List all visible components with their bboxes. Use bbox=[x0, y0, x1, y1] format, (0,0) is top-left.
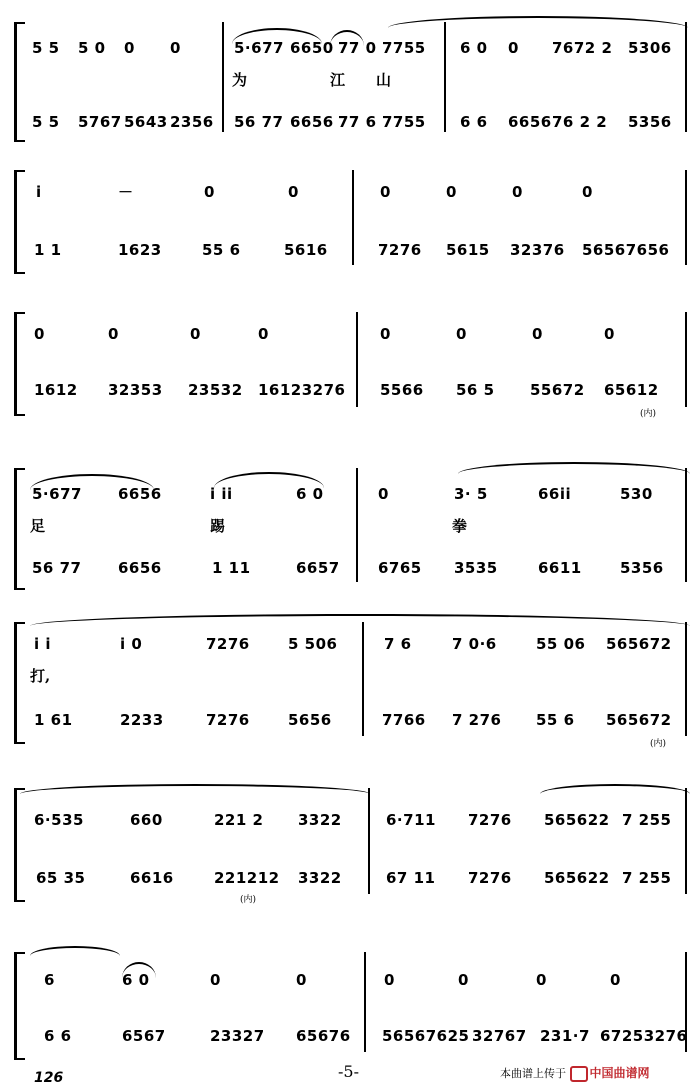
melody-note: 6 0 bbox=[122, 971, 150, 989]
melody-note: 0 bbox=[536, 971, 547, 989]
melody-note: 0 bbox=[604, 325, 615, 343]
page-number: -5- bbox=[338, 1062, 359, 1081]
melody-note: 0 bbox=[170, 39, 181, 57]
lyric: 足 bbox=[30, 517, 46, 535]
melody-note: 7672 2 bbox=[552, 39, 613, 57]
accomp-note: 6656 bbox=[508, 113, 552, 131]
accomp-note: 77 6 bbox=[338, 113, 377, 131]
melody-note: 0 bbox=[258, 325, 269, 343]
accomp-note: 55 6 bbox=[202, 241, 241, 259]
melody-note: 5 5 bbox=[32, 39, 60, 57]
accomp-note: 7 255 bbox=[622, 869, 672, 887]
melody-note: 6 bbox=[44, 971, 55, 989]
melody-note: 0 bbox=[384, 971, 395, 989]
accomp-note: 76 2 2 bbox=[552, 113, 608, 131]
melody-note: 5 0 bbox=[78, 39, 106, 57]
accomp-note: 7766 bbox=[382, 711, 426, 729]
accomp-note: 65 35 bbox=[36, 869, 86, 887]
melody-row bbox=[0, 182, 700, 206]
accompaniment-row bbox=[0, 240, 700, 264]
melody-note: 5306 bbox=[628, 39, 672, 57]
upload-text: 本曲谱上传于 bbox=[500, 1067, 566, 1080]
melody-row bbox=[0, 38, 700, 62]
slur bbox=[388, 16, 688, 28]
accomp-note: 56 5 bbox=[456, 381, 495, 399]
accomp-note: 67 11 bbox=[386, 869, 436, 887]
accomp-note: 7 276 bbox=[452, 711, 502, 729]
slur bbox=[30, 614, 690, 626]
melody-row bbox=[0, 484, 700, 508]
accomp-note: 6 6 bbox=[44, 1027, 72, 1045]
lyric: 拳 bbox=[452, 517, 468, 535]
melody-note: 0 bbox=[380, 183, 391, 201]
melody-note: 0 bbox=[456, 325, 467, 343]
accomp-note: 65612 bbox=[604, 381, 659, 399]
accomp-note: 565672 bbox=[606, 711, 672, 729]
lyric: 为 bbox=[232, 71, 248, 89]
melody-note: 3322 bbox=[298, 811, 342, 829]
accomp-note: 32353 bbox=[108, 381, 163, 399]
accompaniment-row bbox=[0, 1026, 700, 1050]
accomp-note: 5356 bbox=[628, 113, 672, 131]
melody-note: 565672 bbox=[606, 635, 672, 653]
performance-mark: (内) bbox=[240, 895, 257, 905]
accomp-note: 5356 bbox=[620, 559, 664, 577]
score-system-7 bbox=[0, 932, 700, 1062]
lyric-row bbox=[0, 70, 700, 94]
lyric: 踢 bbox=[210, 517, 226, 535]
accompaniment-row bbox=[0, 710, 700, 734]
melody-note: 0 bbox=[296, 971, 307, 989]
slur bbox=[540, 784, 690, 794]
accomp-note: 231·7 bbox=[540, 1027, 590, 1045]
score-system-1 bbox=[0, 8, 700, 138]
melody-note: 7276 bbox=[206, 635, 250, 653]
performance-mark: (内) bbox=[650, 739, 667, 749]
accomp-note: 3322 bbox=[298, 869, 342, 887]
accomp-note: 7755 bbox=[382, 113, 426, 131]
accomp-note: 56 77 bbox=[234, 113, 284, 131]
accomp-note: 2356 bbox=[170, 113, 214, 131]
accompaniment-row bbox=[0, 868, 700, 892]
melody-note: 0 bbox=[610, 971, 621, 989]
performance-mark: (内) bbox=[640, 409, 657, 419]
accomp-note: 5656 bbox=[288, 711, 332, 729]
melody-note: 6 0 bbox=[460, 39, 488, 57]
melody-note: 660 bbox=[130, 811, 163, 829]
melody-note: 5·677 bbox=[32, 485, 82, 503]
melody-note: 5·677 bbox=[234, 39, 284, 57]
melody-row bbox=[0, 810, 700, 834]
accomp-note: 565622 bbox=[544, 869, 610, 887]
melody-note: 0 bbox=[512, 183, 523, 201]
melody-note: 7276 bbox=[468, 811, 512, 829]
accomp-note: 5566 bbox=[380, 381, 424, 399]
accompaniment-row bbox=[0, 112, 700, 136]
accomp-note: 67253276 bbox=[600, 1027, 688, 1045]
melody-note: 6650 bbox=[290, 39, 334, 57]
melody-note: 565622 bbox=[544, 811, 610, 829]
melody-note: 221 2 bbox=[214, 811, 264, 829]
melody-note: i i bbox=[34, 635, 52, 653]
slur bbox=[30, 946, 120, 956]
melody-note: 7755 bbox=[382, 39, 426, 57]
accomp-note: 7276 bbox=[468, 869, 512, 887]
accomp-note: 6656 bbox=[290, 113, 334, 131]
accomp-note: 56567656 bbox=[582, 241, 670, 259]
slur bbox=[458, 462, 690, 474]
melody-note: 0 bbox=[190, 325, 201, 343]
book-page-number: 126 bbox=[34, 1070, 64, 1086]
melody-note: i ii bbox=[210, 485, 233, 503]
lyric: 山 bbox=[376, 71, 392, 89]
score-system-5 bbox=[0, 600, 700, 750]
accomp-note: 2233 bbox=[120, 711, 164, 729]
melody-note: 0 bbox=[458, 971, 469, 989]
melody-note: 0 bbox=[378, 485, 389, 503]
melody-note: 530 bbox=[620, 485, 653, 503]
accomp-note: 6 6 bbox=[460, 113, 488, 131]
site-name[interactable]: 中国曲谱网 bbox=[589, 1066, 650, 1080]
accomp-note: 221212 bbox=[214, 869, 280, 887]
melody-note: 0 bbox=[288, 183, 299, 201]
melody-note: 7 0·6 bbox=[452, 635, 497, 653]
melody-note: 0 bbox=[508, 39, 519, 57]
accomp-note: 55672 bbox=[530, 381, 585, 399]
accomp-note: 6616 bbox=[130, 869, 174, 887]
accomp-note: 5643 bbox=[124, 113, 168, 131]
accompaniment-row bbox=[0, 558, 700, 582]
accomp-note: 55 6 bbox=[536, 711, 575, 729]
score-system-2 bbox=[0, 160, 700, 270]
accomp-note: 1623 bbox=[118, 241, 162, 259]
melody-note: 0 bbox=[380, 325, 391, 343]
accomp-note: 5 5 bbox=[32, 113, 60, 131]
accomp-note: 7276 bbox=[378, 241, 422, 259]
melody-note: 6·535 bbox=[34, 811, 84, 829]
melody-note: 55 06 bbox=[536, 635, 586, 653]
melody-note: 77 0 bbox=[338, 39, 377, 57]
accomp-note: 23532 bbox=[188, 381, 243, 399]
accomp-note: 1 11 bbox=[212, 559, 251, 577]
melody-note: 0 bbox=[210, 971, 221, 989]
accomp-note: 1 1 bbox=[34, 241, 62, 259]
accomp-note: 32376 bbox=[510, 241, 565, 259]
melody-note: 3· 5 bbox=[454, 485, 488, 503]
accomp-note: 1612 bbox=[34, 381, 78, 399]
melody-note: i 0 bbox=[120, 635, 143, 653]
accomp-note: 16123276 bbox=[258, 381, 346, 399]
accomp-note: 23327 bbox=[210, 1027, 265, 1045]
melody-row bbox=[0, 634, 700, 658]
accomp-note: 32767 bbox=[472, 1027, 527, 1045]
upload-credit bbox=[500, 1064, 650, 1082]
melody-row bbox=[0, 970, 700, 994]
accomp-note: 6656 bbox=[118, 559, 162, 577]
melody-note: 6 0 bbox=[296, 485, 324, 503]
accomp-note: 6611 bbox=[538, 559, 582, 577]
melody-note: 0 bbox=[446, 183, 457, 201]
melody-note: 66ii bbox=[538, 485, 572, 503]
accompaniment-row bbox=[0, 380, 700, 404]
melody-note: i bbox=[36, 183, 42, 201]
lyric-row bbox=[0, 666, 700, 690]
accomp-note: 6657 bbox=[296, 559, 340, 577]
slur bbox=[20, 784, 370, 794]
melody-note: 0 bbox=[532, 325, 543, 343]
melody-note: 0 bbox=[34, 325, 45, 343]
melody-note: 5 506 bbox=[288, 635, 338, 653]
score-system-4 bbox=[0, 444, 700, 594]
melody-note: 0 bbox=[124, 39, 135, 57]
accomp-note: 5615 bbox=[446, 241, 490, 259]
melody-note: 6656 bbox=[118, 485, 162, 503]
site-logo-icon bbox=[570, 1066, 588, 1082]
accomp-note: 5767 bbox=[78, 113, 122, 131]
melody-note: 7 255 bbox=[622, 811, 672, 829]
accomp-note: 6567 bbox=[122, 1027, 166, 1045]
melody-note: 7 6 bbox=[384, 635, 412, 653]
melody-note: － bbox=[118, 183, 134, 201]
accomp-note: 5616 bbox=[284, 241, 328, 259]
accomp-note: 7276 bbox=[206, 711, 250, 729]
melody-note: 0 bbox=[204, 183, 215, 201]
accomp-note: 56567625 bbox=[382, 1027, 470, 1045]
lyric: 江 bbox=[330, 71, 346, 89]
score-system-3 bbox=[0, 300, 700, 419]
accomp-note: 3535 bbox=[454, 559, 498, 577]
accomp-note: 65676 bbox=[296, 1027, 351, 1045]
accomp-note: 1 61 bbox=[34, 711, 73, 729]
melody-row bbox=[0, 324, 700, 348]
score-system-6 bbox=[0, 776, 700, 906]
lyric-row bbox=[0, 516, 700, 540]
melody-note: 0 bbox=[582, 183, 593, 201]
melody-note: 0 bbox=[108, 325, 119, 343]
lyric: 打, bbox=[30, 667, 51, 685]
melody-note: 6·711 bbox=[386, 811, 436, 829]
accomp-note: 56 77 bbox=[32, 559, 82, 577]
accomp-note: 6765 bbox=[378, 559, 422, 577]
